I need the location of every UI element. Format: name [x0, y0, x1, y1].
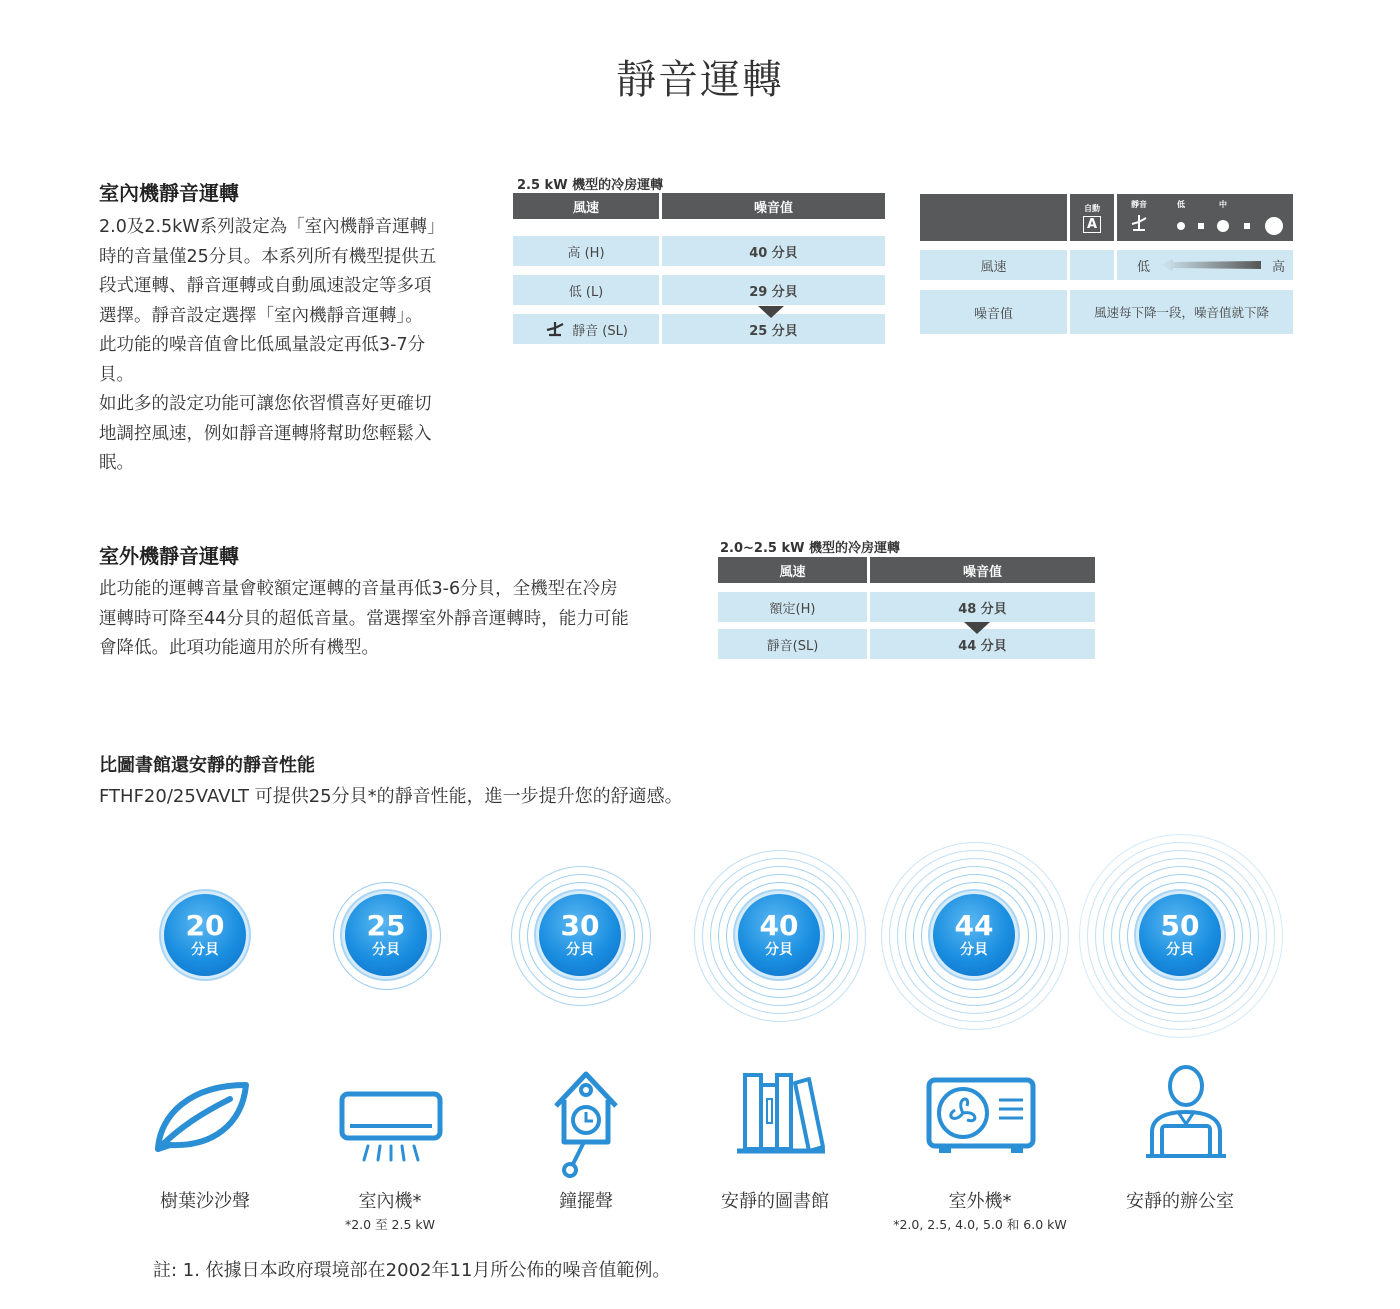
office-worker-icon	[1138, 1062, 1234, 1166]
decrease-arrow-icon	[758, 306, 784, 318]
icon-label: 室內機*	[358, 1191, 422, 1212]
decibel-value: 20	[185, 909, 225, 942]
indoor-row-noise: 25 分貝	[662, 314, 885, 344]
outdoor-row-speed: 靜音(SL)	[718, 629, 867, 659]
fan-mode-label: 自動	[1084, 203, 1100, 213]
outdoor-table-caption: 2.0~2.5 kW 機型的冷房運轉	[720, 541, 900, 556]
decibel-bubble	[738, 894, 820, 976]
fan-table-corner	[920, 194, 1067, 241]
icon-label: 安靜的圖書館	[721, 1191, 829, 1212]
indoor-heading: 室內機靜音運轉	[99, 181, 239, 205]
decibel-bubble	[345, 894, 427, 976]
library-heading: 比圖書館還安靜的靜音性能	[99, 755, 315, 776]
decibel-bubble	[933, 894, 1015, 976]
outdoor-row-noise: 48 分貝	[870, 592, 1095, 622]
indoor-row-quiet	[513, 314, 659, 344]
indoor-row-speed: 靜音 (SL)	[572, 323, 628, 339]
indoor-table-caption: 2.5 kW 機型的冷房運轉	[517, 178, 664, 193]
fan-speed-gradient	[1117, 250, 1293, 280]
icon-sublabel: *2.0, 2.5, 4.0, 5.0 和 6.0 kW	[893, 1217, 1067, 1232]
auto-icon: A	[1083, 216, 1101, 233]
indoor-row-speed: 高 (H)	[513, 236, 659, 266]
library-body: FTHF20/25VAVLT 可提供25分貝*的靜音性能，進一步提升您的舒適感。	[99, 786, 683, 807]
outdoor-unit-icon	[925, 1076, 1037, 1162]
outdoor-table-header-speed: 風速	[718, 557, 867, 583]
leaf-icon	[150, 1075, 254, 1159]
fan-table-row-label: 噪音值	[920, 290, 1067, 334]
fan-table-row-value: 風速每下降一段，噪音值就下降	[1070, 290, 1293, 334]
indoor-row-noise: 29 分貝	[662, 275, 885, 305]
decibel-unit: 分貝	[191, 942, 219, 958]
icon-label: 鐘擺聲	[559, 1191, 613, 1212]
fan-table-blank	[1070, 250, 1114, 280]
icon-label: 安靜的辦公室	[1126, 1191, 1234, 1212]
decibel-unit: 分貝	[960, 942, 988, 958]
outdoor-heading: 室外機靜音運轉	[99, 544, 239, 568]
decibel-value: 30	[560, 909, 600, 942]
fan-mode-label: 中	[1219, 200, 1227, 209]
decibel-value: 25	[366, 909, 406, 942]
cuckoo-clock-icon	[550, 1068, 622, 1184]
decibel-unit: 分貝	[566, 942, 594, 958]
page-title: 靜音運轉	[616, 57, 784, 103]
fan-speed-scale-icon	[1117, 194, 1293, 241]
icon-label: 室外機*	[948, 1191, 1012, 1212]
decibel-unit: 分貝	[1166, 942, 1194, 958]
icon-label: 樹葉沙沙聲	[160, 1191, 250, 1212]
indoor-row-noise: 40 分貝	[662, 236, 885, 266]
fan-mode-label: 低	[1177, 200, 1185, 209]
fan-table-row-label: 風速	[920, 250, 1067, 280]
decrease-arrow-icon	[964, 622, 990, 634]
decibel-unit: 分貝	[765, 942, 793, 958]
icon-sublabel: *2.0 至 2.5 kW	[344, 1217, 436, 1232]
speed-arrow-icon	[1161, 258, 1261, 272]
fan-speed-high: 高	[1271, 259, 1285, 275]
footnote: 註: 1. 依據日本政府環境部在2002年11月所公佈的噪音值範例。	[153, 1260, 671, 1281]
quiet-fan-icon	[544, 320, 566, 338]
decibel-value: 40	[759, 909, 799, 942]
fan-speed-low: 低	[1137, 259, 1151, 275]
decibel-value: 44	[954, 909, 994, 942]
decibel-unit: 分貝	[372, 942, 400, 958]
outdoor-table-header-noise: 噪音值	[870, 557, 1095, 583]
indoor-row-speed: 低 (L)	[513, 275, 659, 305]
fan-mode-label: 靜音	[1131, 200, 1147, 209]
outdoor-row-noise: 44 分貝	[870, 629, 1095, 659]
decibel-bubble	[164, 894, 246, 976]
decibel-bubble	[1139, 894, 1221, 976]
indoor-ac-icon	[338, 1088, 444, 1172]
outdoor-row-speed: 額定(H)	[718, 592, 867, 622]
indoor-table-header-noise: 噪音值	[662, 193, 885, 219]
fan-mode-auto	[1070, 194, 1114, 241]
decibel-value: 50	[1160, 909, 1200, 942]
outdoor-body: 此功能的運轉音量會較額定運轉的音量再低3-6分貝，全機型在冷房 運轉時可降至44分貝的超低音量。當選擇室外靜音運轉時，能力可能 會降低。此項功能適用於所有機型。	[99, 579, 629, 658]
indoor-table-header-speed: 風速	[513, 193, 659, 219]
books-icon	[733, 1071, 829, 1163]
decibel-bubble	[539, 894, 621, 976]
fan-mode-scale	[1117, 194, 1293, 241]
indoor-body: 2.0及2.5kW系列設定為「室內機靜音運轉」 時的音量僅25分貝。本系列所有機型提供五 段式運轉、靜音運轉或自動風速設定等多項 選擇。靜音設定選擇「室內機靜音運轉」。 此功能的噪音值會比低風量設定再低3-7分 貝。 如此多的設定功能可讓您依習慣喜好更確切 地調控風速，例如靜音運轉將幫助您輕鬆入 眠。	[99, 217, 445, 473]
